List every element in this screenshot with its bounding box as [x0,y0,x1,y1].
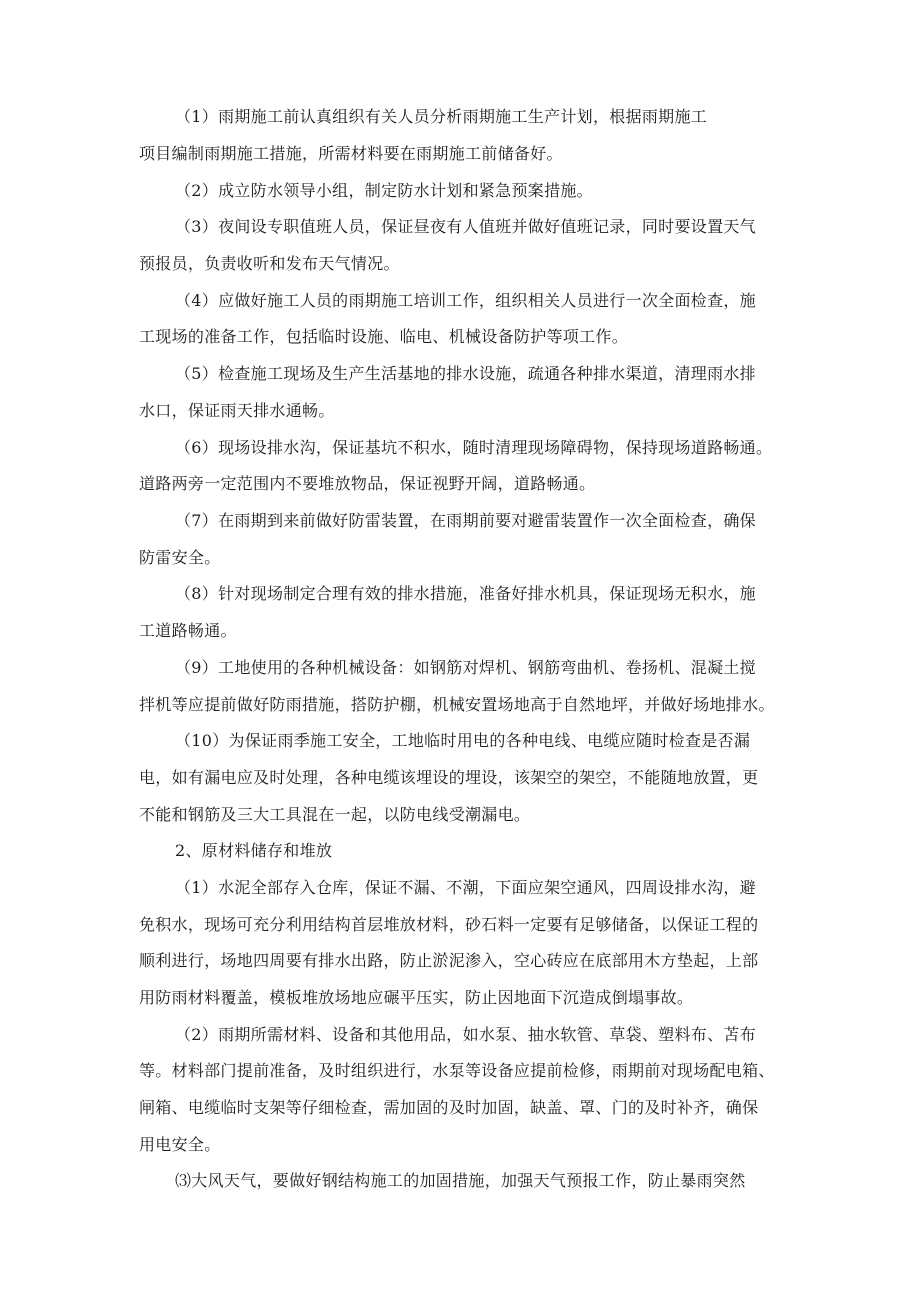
text-line: 用防雨材料覆盖，模板堆放场地应碾平压实，防止因地面下沉造成倒塌事故。 [139,988,694,1007]
text-line: 预报员，负责收听和发布天气情况。 [139,254,400,273]
text-line: （5）检查施工现场及生产生活基地的排水设施，疏通各种排水渠道，清理雨水排 [175,364,756,383]
text-line: 工现场的准备工作，包括临时设施、临电、机械设备防护等项工作。 [139,327,629,346]
text-line: （8）针对现场制定合理有效的排水措施，准备好排水机具，保证现场无积水，施 [175,584,756,603]
text-line: （1）雨期施工前认真组织有关人员分析雨期施工生产计划，根据雨期施工 [175,107,708,126]
text-line: （10）为保证雨季施工安全，工地临时用电的各种电线、电缆应随时检查是否漏 [175,731,751,750]
text-line: 等。材料部门提前准备，及时组织进行，水泵等设备应提前检修，雨期前对现场配电箱、 [139,1061,775,1080]
text-line: （2）雨期所需材料、设备和其他用品，如水泵、抽水软管、草袋、塑料布、苫布 [175,1025,756,1044]
text-line: 防雷安全。 [139,548,221,567]
text-line: 工道路畅通。 [139,621,237,640]
text-line: （9）工地使用的各种机械设备：如钢筋对焊机、钢筋弯曲机、卷扬机、混凝土搅 [175,658,756,677]
text-line: 免积水，现场可充分利用结构首层堆放材料，砂石料一定要有足够储备，以保证工程的 [139,915,759,934]
text-line: （1）水泥全部存入仓库，保证不漏、不潮，下面应架空通风，四周设排水沟，避 [175,878,756,897]
section-heading: 2、原材料储存和堆放 [175,841,333,860]
text-line: 用电安全。 [139,1135,221,1154]
text-line: 道路两旁一定范围内不要堆放物品，保证视野开阔，道路畅通。 [139,474,596,493]
text-line: 不能和钢筋及三大工具混在一起，以防电线受潮漏电。 [139,805,531,824]
text-line: （4）应做好施工人员的雨期施工培训工作，组织相关人员进行一次全面检查，施 [175,291,756,310]
text-line: （3）夜间设专职值班人员，保证昼夜有人值班并做好值班记录，同时要设置天气 [175,217,756,236]
text-line: 顺利进行，场地四周要有排水出路，防止淤泥渗入，空心砖应在底部用木方垫起，上部 [139,951,759,970]
text-line: （7）在雨期到来前做好防雷装置，在雨期前要对避雷装置作一次全面检查，确保 [175,511,756,530]
text-line: 闸箱、电缆临时支架等仔细检查，需加固的及时加固，缺盖、罩、门的及时补齐，确保 [139,1098,759,1117]
text-line: （6）现场设排水沟，保证基坑不积水，随时清理现场障碍物，保持现场道路畅通。 [175,438,773,457]
text-line: 项目编制雨期施工措施，所需材料要在雨期施工前储备好。 [139,144,563,163]
text-line: 水口，保证雨天排水通畅。 [139,401,335,420]
text-line: 电，如有漏电应及时处理，各种电缆该埋设的埋设，该架空的架空，不能随地放置，更 [139,768,759,787]
text-line: 拌机等应提前做好防雨措施，搭防护棚，机械安置场地高于自然地坪，并做好场地排水。 [139,695,775,714]
text-line: （2）成立防水领导小组，制定防水计划和紧急预案措施。 [175,181,593,200]
text-line: ⑶大风天气，要做好钢结构施工的加固措施，加强天气预报工作，防止暴雨突然 [175,1171,746,1190]
